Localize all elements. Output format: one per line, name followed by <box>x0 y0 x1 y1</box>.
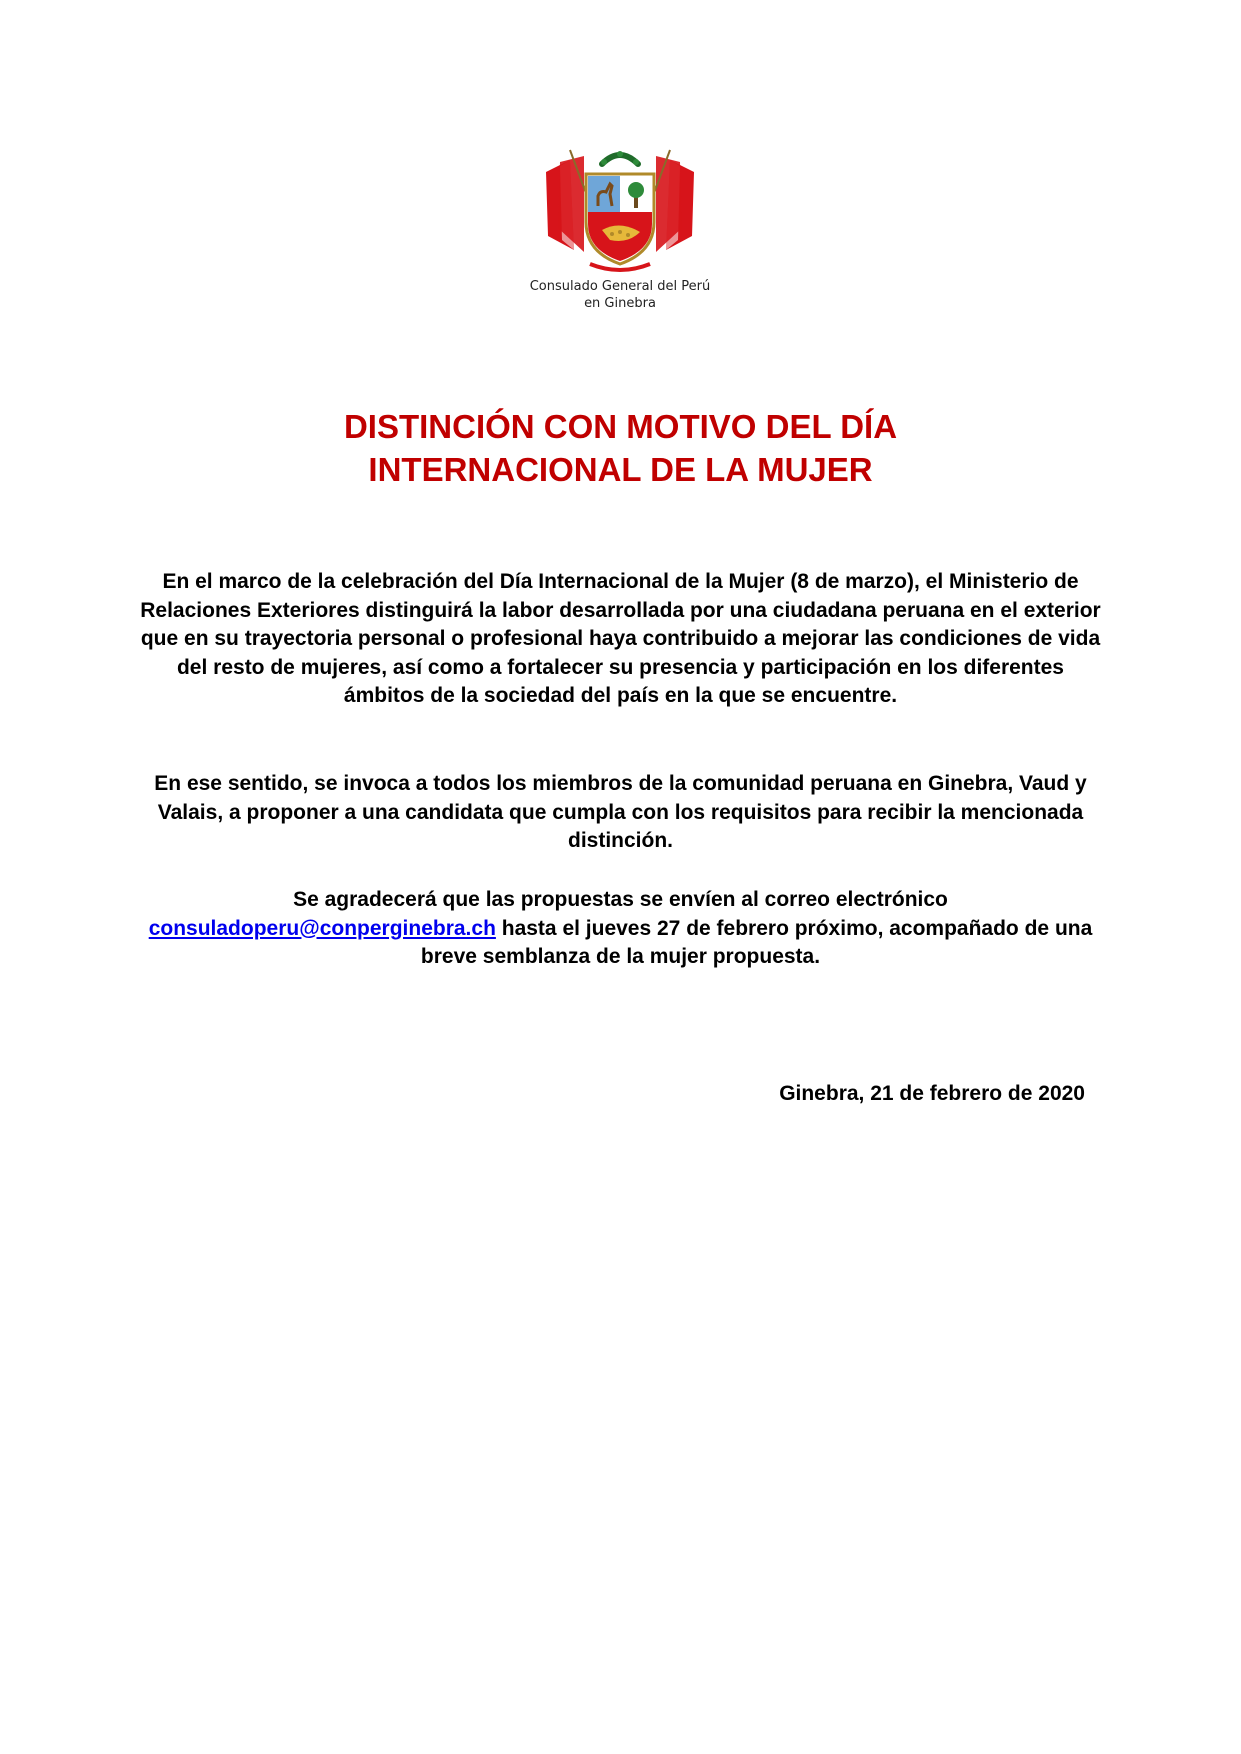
submission-text-end: hasta el jueves 27 de febrero próximo, acompañado de una breve semblanza de la mujer propuesta. <box>420 916 1093 968</box>
letterhead-caption <box>520 278 720 312</box>
document-title-line1: DISTINCIÓN CON MOTIVO DEL DÍA <box>343 408 898 445</box>
peru-coat-of-arms-icon <box>540 140 700 280</box>
email-link[interactable]: consuladoperu@conperginebra.ch <box>148 916 496 940</box>
paragraph-submission <box>140 886 1101 972</box>
document-title <box>160 405 1081 491</box>
submission-text-start: Se agradecerá que las propuestas se envíen al correo electrónico <box>293 888 948 911</box>
letterhead-caption-line2: en Ginebra <box>584 296 656 311</box>
paragraph-invitation: En ese sentido, se invoca a todos los miembros de la comunidad peruana en Ginebra, Vaud y Valais, a proponer a una candidata que cumpla con los requisitos para recibir la mencionada distinción. <box>154 772 1087 852</box>
letterhead-caption-line1: Consulado General del Perú <box>529 279 711 294</box>
document-date: Ginebra, 21 de febrero de 2020 <box>779 1082 1085 1105</box>
letterhead <box>520 140 720 315</box>
paragraph-announcement: En el marco de la celebración del Día Internacional de la Mujer (8 de marzo), el Ministerio de Relaciones Exteriores distinguirá la labor desarrollada por una ciudadana peruana en el exterior que en su trayectoria personal o profesional haya contribuido a mejorar las condiciones de vida del resto de mujeres, así como a fortalecer su presencia y participación en los diferentes ámbitos de la sociedad del país en la que se encuentre. <box>140 570 1101 707</box>
document-title-line2: INTERNACIONAL DE LA MUJER <box>368 451 873 488</box>
